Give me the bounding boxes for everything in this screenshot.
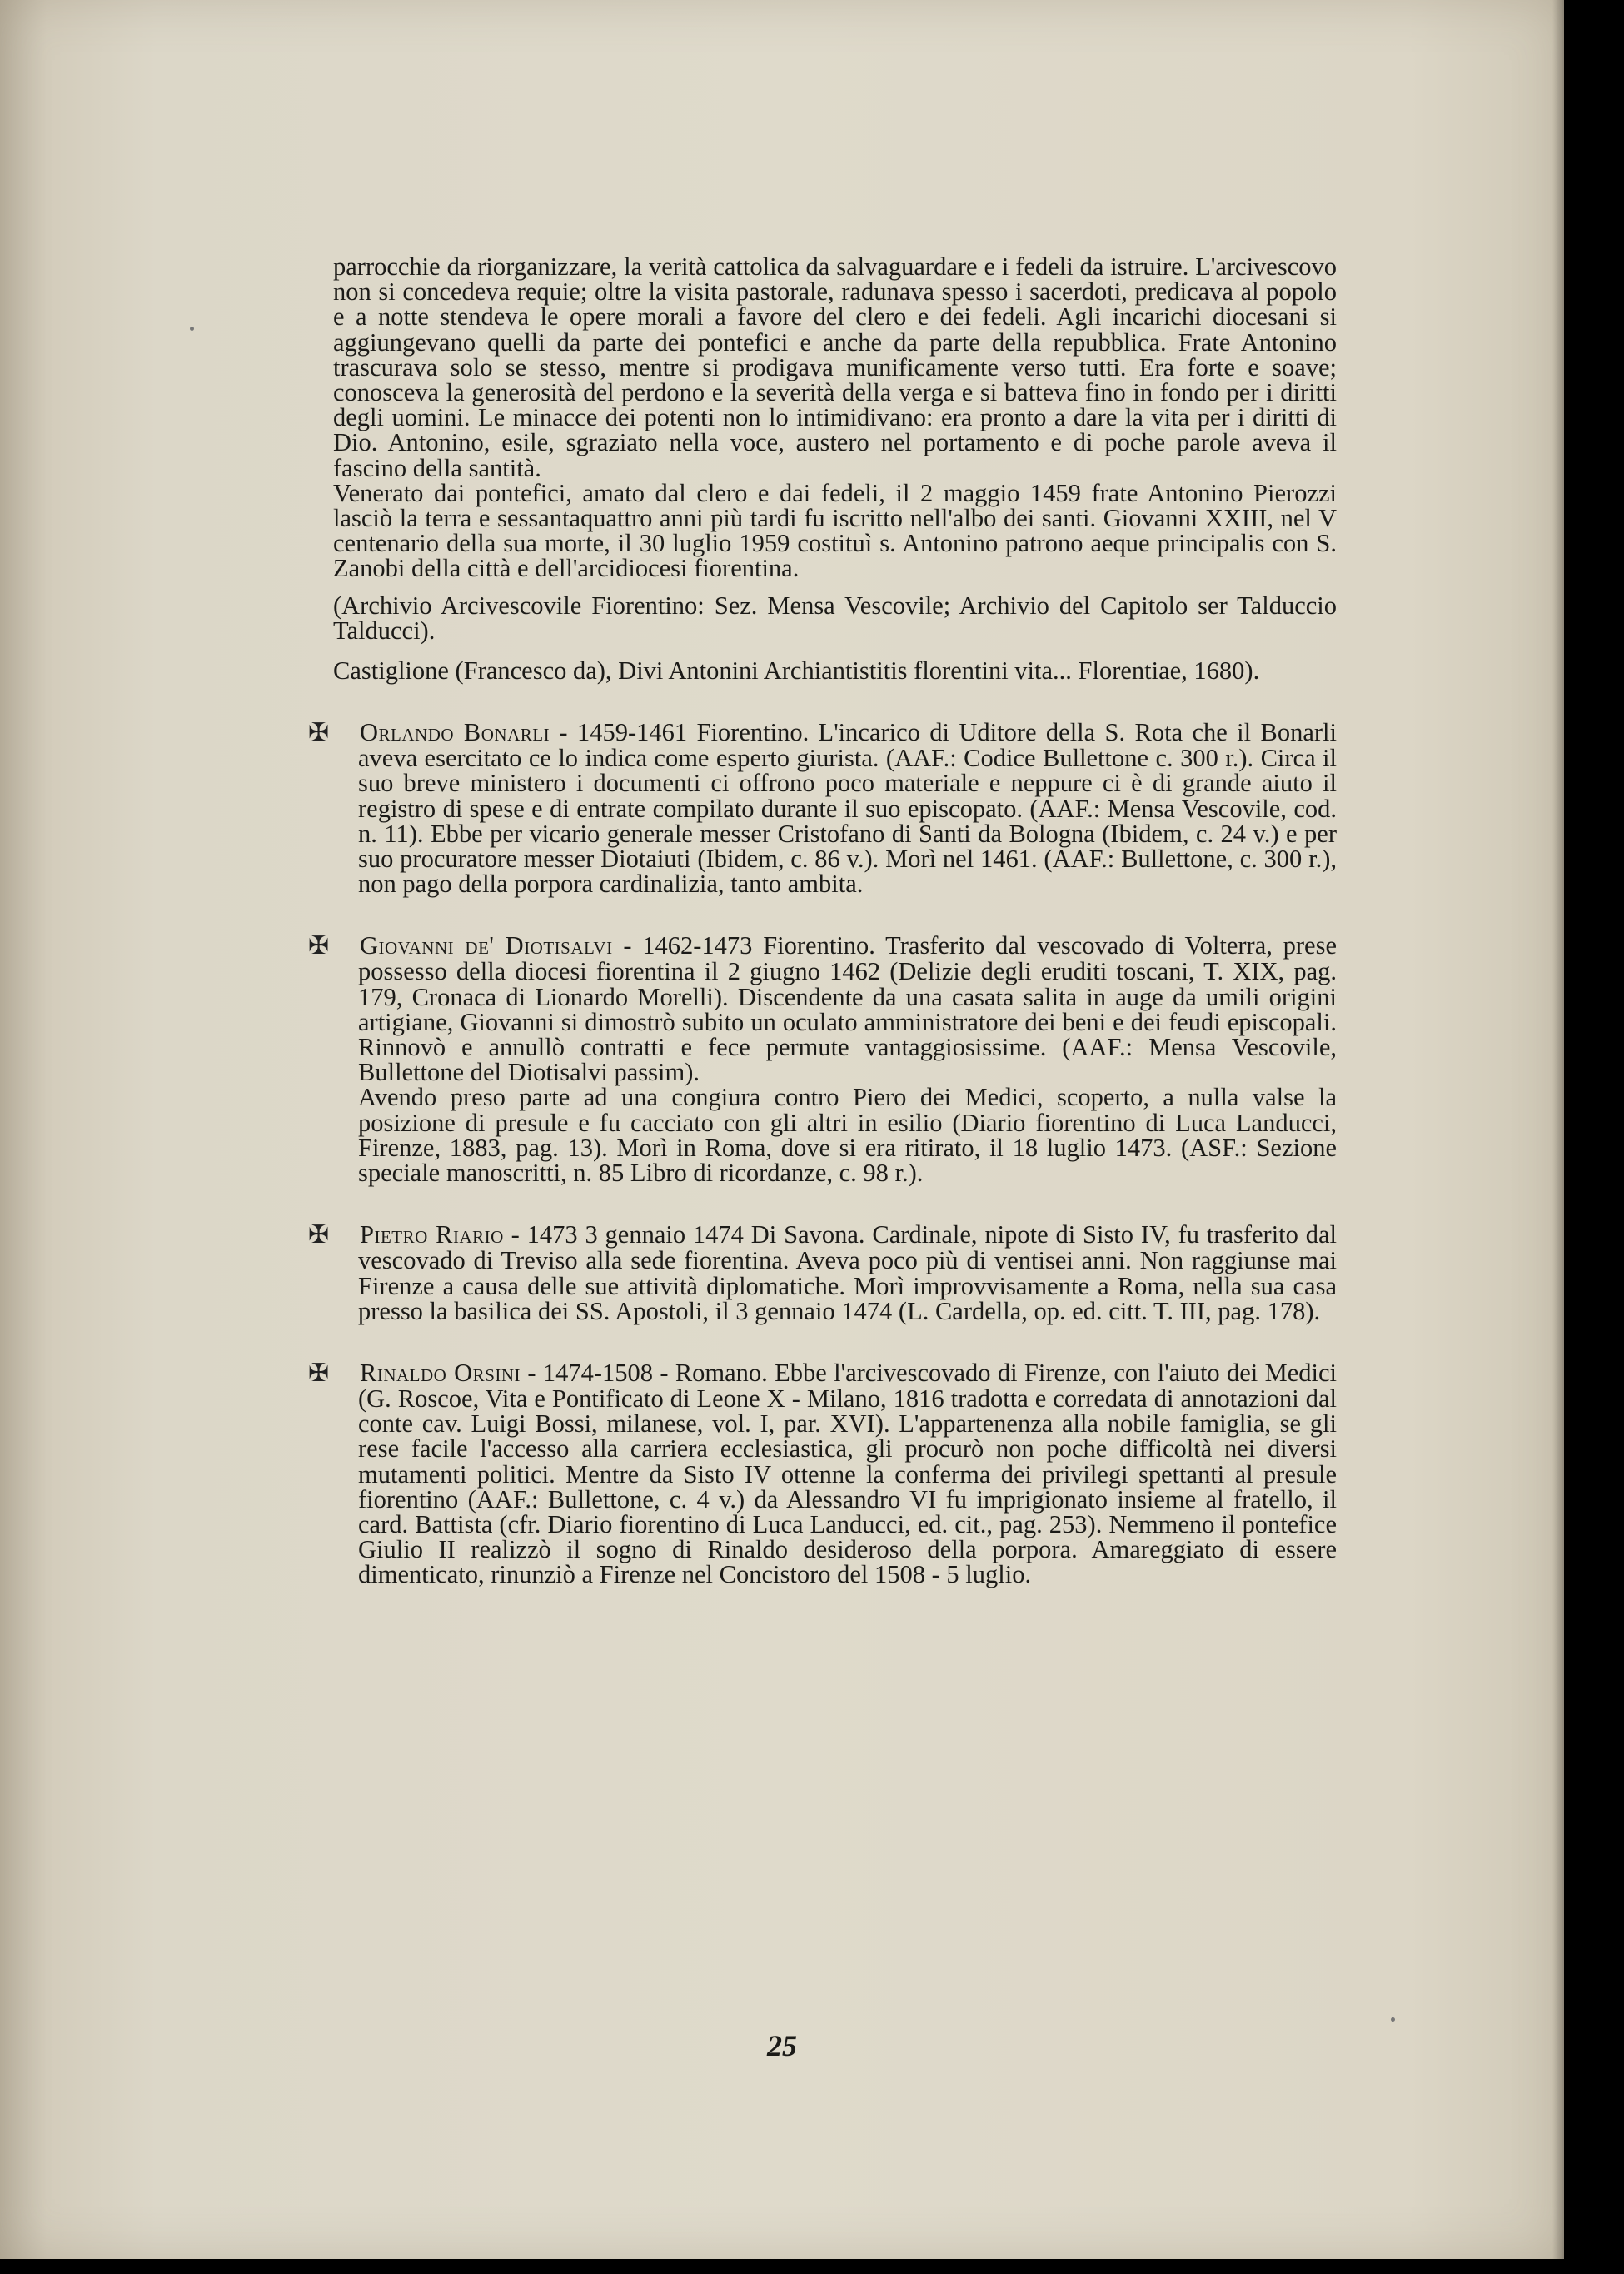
paper-speck [1391, 2017, 1395, 2022]
intro-paragraph-2: Venerato dai pontefici, amato dal clero e dai fedeli, il 2 maggio 1459 frate Antonino Pierozzi lasciò la terra e sessantaquattro anni più tardi fu iscritto nell'albo dei santi. Giovanni XXIII, nel V centenario della sua morte, il 30 luglio 1959 costituì s. Antonino patrono aeque principalis con S. Zanobi della città e dell'arcidiocesi fiorentina. [333, 478, 1337, 583]
bishop-entry-text-continued: Avendo preso parte ad una congiura contro Piero dei Medici, scoperto, a nulla valse la posizione di presule e fu cacciato con gli altri in esilio (Diario fiorentino di Luca Landucci, Firenze, 1883, pag. 13). Morì in Roma, dove si era ritirato, il 18 luglio 1473. (ASF.: Sezione speciale manoscritti, n. 85 Libro di ricordanze, c. 98 r.). [358, 1083, 1337, 1188]
intro-citation-biography: Castiglione (Francesco da), Divi Antonini Archiantistitis florentini vita... Florentiae, 1680). [333, 656, 1260, 686]
intro-paragraph-1: parrocchie da riorganizzare, la verità cattolica da salvaguardare e i fedeli da istruire. L'arcivescovo non si concedeva requie; oltre la visita pastorale, radunava spesso i sacerdoti, predicava al popolo e a notte stendeva le opere morali a favore del clero e dei fedeli. Agli incarichi diocesani si aggiungevano quelli da parte dei pontefici e anche da parte della repubblica. Frate Antonino trascurava solo se stesso, mentre si prodigava munificamente verso tutti. Era forte e soave; conosceva la generosità del perdono e la severità della verga e si batteva fino in fondo per i diritti degli uomini. Le minacce dei potenti non lo intimidivano: era pronto a dare la vita per i diritti di Dio. Antonino, esile, sgraziato nella voce, austero nel portamento e di poche parole aveva il fascino della santità. [333, 252, 1337, 482]
bishop-name: Giovanni de' Diotisalvi [360, 931, 613, 960]
bishop-entry-diotisalvi [308, 931, 1337, 1188]
cross-pattee-icon: ✠ [308, 1221, 330, 1249]
paper-speck [190, 327, 194, 331]
bishop-name: Rinaldo Orsini [360, 1358, 521, 1387]
page-number: 25 [767, 2029, 797, 2062]
bishop-entry-text: - 1473 3 gennaio 1474 Di Savona. Cardinale, nipote di Sisto IV, fu trasferito dal vescovado di Treviso alla sede fiorentina. Aveva poco più di ventisei anni. Non raggiunse mai Firenze a causa delle sue attività diplomatiche. Morì improvvisamente a Roma, nella sua casa presso la basilica dei SS. Apostoli, il 3 gennaio 1474 (L. Cardella, op. ed. citt. T. III, pag. 178). [358, 1220, 1338, 1325]
bishop-entry-text: - 1474-1508 - Romano. Ebbe l'arcivescovado di Firenze, con l'aiuto dei Medici (G. Roscoe, Vita e Pontificato di Leone X - Milano, 1816 tradotta e corredata di annotazioni dal conte cav. Luigi Bossi, milanese, vol. I, par. XVI). L'appartenenza alla nobile famiglia, se gli rese facile l'accesso alla carriera ecclesiastica, gli procurò non poche difficoltà nei diversi mutamenti politici. Mentre da Sisto IV ottenne la conferma dei privilegi spettanti al presule fiorentino (AAF.: Bullettone, c. 4 v.) da Alessandro VI fu imprigionato insieme al fratello, il card. Battista (cfr. Diario fiorentino di Luca Landucci, ed. cit., pag. 253). Nemmeno il pontefice Giulio II realizzò il sogno di Rinaldo desideroso della porpora. Amareggiato di essere dimenticato, rinunziò a Firenze nel Concistoro del 1508 - 5 luglio. [358, 1358, 1337, 1589]
cross-pattee-icon: ✠ [308, 932, 330, 960]
bishop-entry-riario [308, 1220, 1338, 1325]
bishop-entry-text: - 1462-1473 Fiorentino. Trasferito dal vescovado di Volterra, prese possesso della diocesi fiorentina il 2 giugno 1462 (Delizie degli eruditi toscani, T. XIX, pag. 179, Cronaca di Lionardo Morelli). Discendente da una casata salita in auge da umili origini artigiane, Giovanni si dimostrò subito un oculato amministratore dei beni e dei feudi episcopali. Rinnovò e annullò contratti e fece permute vantaggiosissime. (AAF.: Mensa Vescovile, Bullettone del Diotisalvi passim). [358, 931, 1337, 1087]
bishop-name: Orlando Bonarli [360, 718, 550, 747]
cross-pattee-icon: ✠ [308, 1359, 330, 1387]
bishop-entry-bonarli [308, 718, 1337, 899]
cross-pattee-icon: ✠ [308, 719, 330, 747]
intro-citation-archive: (Archivio Arcivescovile Fiorentino: Sez. Mensa Vescovile; Archivio del Capitolo ser Talduccio Talducci). [333, 591, 1337, 645]
page-body [308, 252, 1338, 1589]
bishop-entry-text: - 1459-1461 Fiorentino. L'incarico di Uditore della S. Rota che il Bonarli aveva esercitato ce lo indica come esperto giurista. (AAF.: Codice Bullettone c. 300 r.). Circa il suo breve ministero i documenti ci offrono poco materiale e neppure ci è di grande aiuto il registro di spese e di entrate compilato durante il suo episcopato. (AAF.: Mensa Vescovile, cod. n. 11). Ebbe per vicario generale messer Cristofano di Santi da Bologna (Ibidem, c. 24 v.) e per suo procuratore messer Diotaiuti (Ibidem, c. 86 v.). Morì nel 1461. (AAF.: Bullettone, c. 300 r.), non pago della porpora cardinalizia, tanto ambita. [358, 718, 1337, 899]
bishop-entry-orsini [308, 1358, 1337, 1589]
bishop-name: Pietro Riario [360, 1220, 504, 1249]
